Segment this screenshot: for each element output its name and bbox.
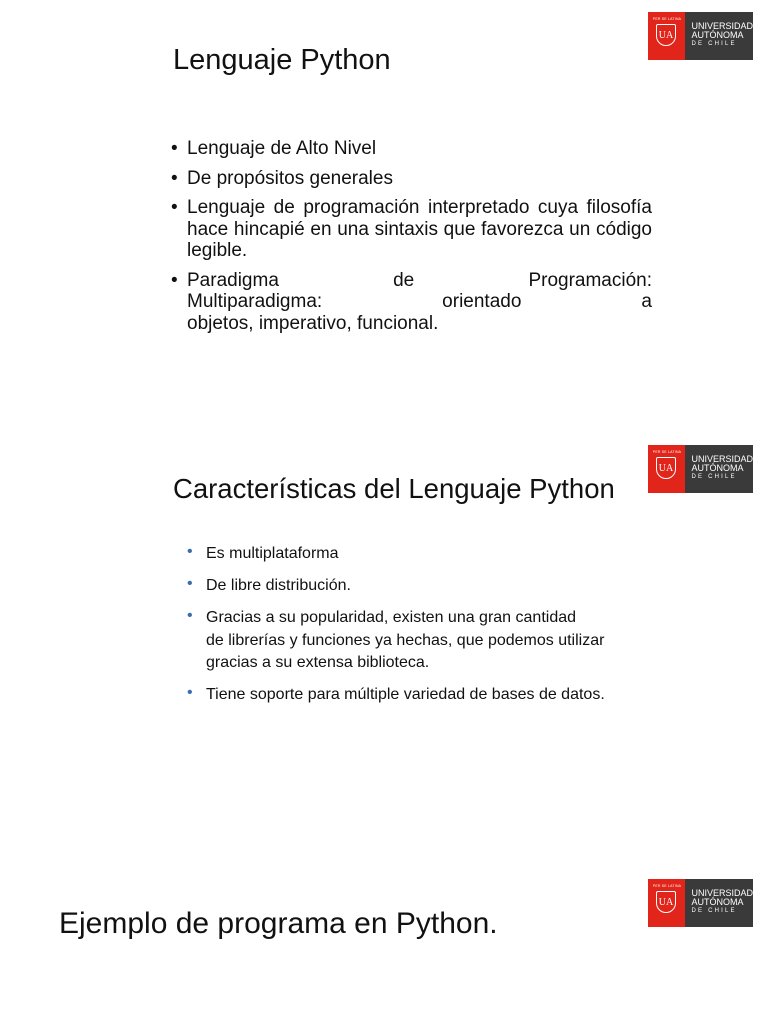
list-item: • De propósitos generales <box>171 167 393 189</box>
logo-wordmark: UNIVERSIDAD AUTÓNOMA DE CHILE <box>685 445 753 493</box>
slide-title: Lenguaje Python <box>173 44 391 76</box>
shield-icon: UA <box>656 457 676 479</box>
bullet-dot-icon: • <box>187 575 193 592</box>
list-item: • De libre distribución. <box>187 575 351 594</box>
slide-title: Características del Lenguaje Python <box>173 473 615 504</box>
slide-title: Ejemplo de programa en Python. <box>59 907 498 940</box>
logo-seal <box>648 879 685 927</box>
list-item: • Es multiplataforma <box>187 543 339 562</box>
list-item: • Lenguaje de programación interpretado cuya filosofía hace hincapié en una sintaxis que favorezca un código legible. <box>171 197 652 261</box>
list-item: • Paradigma de Programación: Multiparadigma: orientado a objetos, imperativo, funcional. <box>171 269 652 334</box>
list-item: • Lenguaje de Alto Nivel <box>171 138 377 159</box>
list-item: • Gracias a su popularidad, existen una gran cantidad de librerías y funciones ya hechas, que podemos utilizar gracias a su extensa biblioteca. <box>187 607 605 671</box>
shield-icon: UA <box>656 891 676 913</box>
university-logo <box>648 879 753 927</box>
bullet-dot-icon: • <box>187 607 193 624</box>
seal-motto: PER SE LATINA <box>652 17 682 21</box>
seal-motto: PER SE LATINA <box>652 884 682 888</box>
logo-wordmark: UNIVERSIDAD AUTÓNOMA DE CHILE <box>685 879 753 927</box>
logo-wordmark: UNIVERSIDAD AUTÓNOMA DE CHILE <box>685 12 753 60</box>
bullet-dot-icon: • <box>187 684 193 701</box>
list-item: • Tiene soporte para múltiple variedad de bases de datos. <box>187 684 605 703</box>
bullet-dot-icon: • <box>187 543 193 560</box>
seal-motto: PER SE LATINA <box>652 450 682 454</box>
shield-icon: UA <box>656 24 676 46</box>
